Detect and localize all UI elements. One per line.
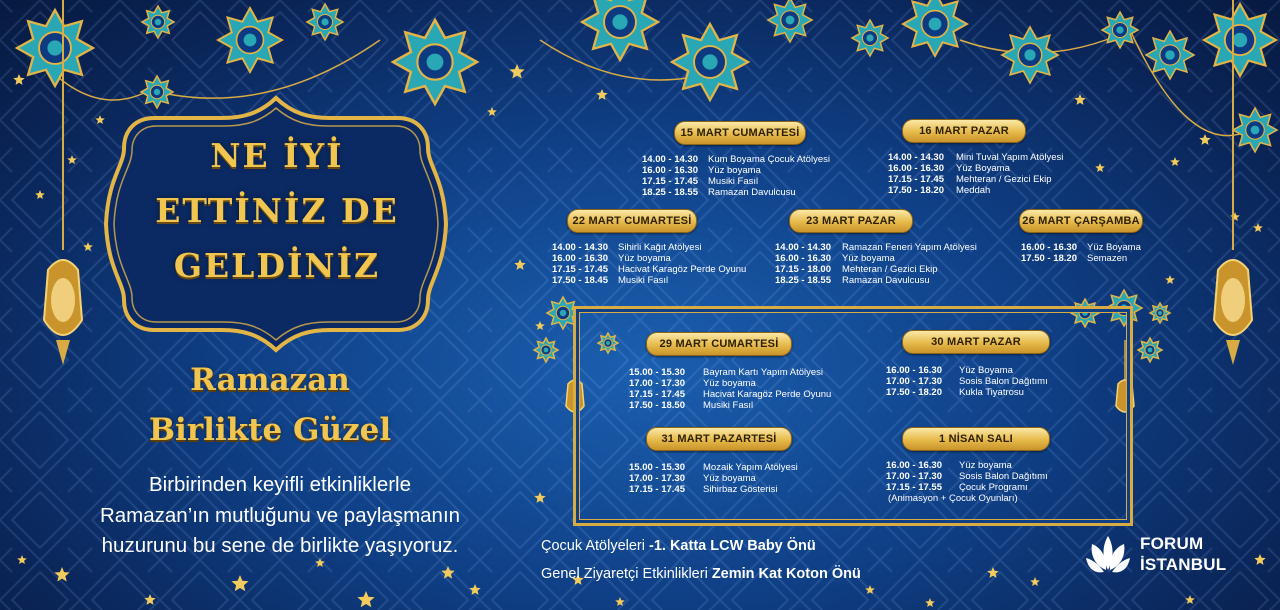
schedule-row: 14.00 - 14.30 Mini Tuval Yapım Atölyesi <box>888 152 1064 163</box>
gold-star-icon <box>615 597 625 606</box>
gold-star-icon <box>315 558 325 567</box>
schedule-row: 17.15 - 17.45 Hacivat Karagöz Perde Oyunu <box>552 264 747 275</box>
title-line-2: ETTİNİZ DE <box>155 191 399 230</box>
schedule-row: 17.15 - 17.45 Hacivat Karagöz Perde Oyunu <box>629 389 832 400</box>
schedule-31-mart <box>629 462 798 495</box>
day-badge-26-mart: 26 MART ÇARŞAMBA <box>1019 209 1143 233</box>
day-badge-1-nisan: 1 NİSAN SALI <box>902 427 1050 451</box>
schedule-row: 16.00 - 16.30 Yüz boyama <box>775 253 895 264</box>
schedule-row: 17.00 - 17.30 Yüz boyama <box>629 473 756 484</box>
day-badge-29-mart: 29 MART CUMARTESİ <box>646 332 792 356</box>
schedule-row: 14.00 - 14.30 Kum Boyama Çocuk Atölyesi <box>642 154 830 165</box>
gold-star-icon <box>514 259 525 270</box>
day-badge-30-mart: 30 MART PAZAR <box>902 330 1050 354</box>
title-line-1: NE İYİ <box>210 136 344 175</box>
gold-star-icon <box>596 89 607 100</box>
lantern-right-icon <box>1198 0 1268 380</box>
mandala-ornament-icon <box>1150 303 1170 323</box>
workshops-location: Çocuk Atölyeleri -1. Katta LCW Baby Önü <box>541 538 816 554</box>
mandala-ornament-icon <box>142 6 174 38</box>
mandala-ornament-icon <box>852 20 888 56</box>
schedule-row: 16.00 - 16.30 Yüz boyama <box>642 165 761 176</box>
schedule-1-nisan <box>886 460 1048 504</box>
schedule-row: 15.00 - 15.30 Bayram Kartı Yapım Atölyesi <box>629 367 824 378</box>
schedule-row: 17.50 - 18.20 Semazen <box>1021 253 1128 264</box>
schedule-row: 17.15 - 17.45 Mehteran / Gezici Ekip <box>888 174 1052 185</box>
brand-name-line-2: İSTANBUL <box>1140 555 1227 574</box>
gold-star-icon <box>1074 94 1085 105</box>
gold-star-icon <box>13 74 24 85</box>
mandala-ornament-icon <box>307 4 343 40</box>
gold-star-icon <box>1030 577 1040 586</box>
schedule-row: 14.00 - 14.30 Ramazan Feneri Yapım Atölyesi <box>775 242 977 253</box>
schedule-row: 17.50 - 18.45 Musiki Fasıl <box>552 275 669 286</box>
schedule-row: 17.00 - 17.30 Sosis Balon Dağıtımı <box>886 471 1048 482</box>
schedule-row: 16.00 - 16.30 Yüz boyama <box>552 253 671 264</box>
gold-star-icon <box>925 598 935 607</box>
schedule-row: 16.00 - 16.30 Yüz Boyama <box>886 365 1013 376</box>
schedule-22-mart <box>552 242 746 286</box>
schedule-row: 16.00 - 16.30 Yüz boyama <box>886 460 1012 471</box>
schedule-29-mart <box>629 367 831 411</box>
gold-star-icon <box>1165 275 1175 284</box>
schedule-row: 18.25 - 18.55 Ramazan Davulcusu <box>642 187 796 198</box>
schedule-row: 17.50 - 18.50 Musiki Fasıl <box>629 400 754 411</box>
gold-star-icon <box>987 567 998 578</box>
gold-star-icon <box>441 566 454 579</box>
schedule-23-mart <box>775 242 977 286</box>
brand-name-line-1: FORUM <box>1140 534 1204 553</box>
schedule-row: 17.15 - 17.45 Sihirbaz Gösterisi <box>629 484 778 495</box>
schedule-row: 18.25 - 18.55 Ramazan Davulcusu <box>775 275 930 286</box>
lantern-left-icon <box>28 0 98 380</box>
intro-line-1: Birbirinden keyifli etkinliklerle <box>148 473 412 496</box>
schedule-15-mart <box>642 154 830 198</box>
schedule-row: 17.15 - 17.55 Çocuk Programı <box>886 482 1028 493</box>
intro-line-2: Ramazan’ın mutluğunu ve paylaşmanın <box>99 504 461 527</box>
gold-star-icon <box>231 575 248 591</box>
mandala-ornament-icon <box>672 24 748 100</box>
gold-star-icon <box>1254 554 1265 565</box>
gold-star-icon <box>54 567 69 582</box>
schedule-26-mart <box>1021 242 1141 264</box>
gold-star-icon <box>487 107 497 116</box>
day-badge-15-mart: 15 MART CUMARTESİ <box>674 121 806 145</box>
mandala-ornament-icon <box>1102 12 1138 48</box>
gold-star-icon <box>1170 157 1180 166</box>
day-badge-23-mart: 23 MART PAZAR <box>789 209 913 233</box>
day-badge-22-mart: 22 MART CUMARTESİ <box>567 209 697 233</box>
mandala-ornament-icon <box>1138 338 1162 362</box>
mandala-ornament-icon <box>1002 27 1058 83</box>
schedule-row: 17.00 - 17.30 Sosis Balon Dağıtımı <box>886 376 1048 387</box>
gold-star-icon <box>535 321 545 330</box>
gold-star-icon <box>509 64 524 79</box>
day-badge-16-mart: 16 MART PAZAR <box>902 119 1026 143</box>
gold-star-icon <box>1185 595 1195 604</box>
visitor-location: Genel Ziyaretçi Etkinlikleri Zemin Kat Koton Önü <box>541 566 861 582</box>
schedule-16-mart <box>888 152 1063 196</box>
mandala-ornament-icon <box>768 0 812 42</box>
schedule-30-mart <box>886 365 1048 398</box>
mandala-ornament-icon <box>582 0 658 60</box>
gold-star-icon <box>1095 163 1105 172</box>
schedule-row: 17.00 - 17.30 Yüz boyama <box>629 378 756 389</box>
gold-star-icon <box>357 591 374 607</box>
schedule-row: 16.00 - 16.30 Yüz Boyama <box>1021 242 1141 253</box>
schedule-row: 15.00 - 15.30 Mozaik Yapım Atölyesi <box>629 462 798 473</box>
mandala-ornament-icon <box>1146 31 1194 79</box>
mandala-ornament-icon <box>903 0 967 56</box>
schedule-row: 17.15 - 17.45 Musiki Fasıl <box>642 176 759 187</box>
slogan-line-1: Ramazan <box>190 362 350 398</box>
schedule-row: 17.15 - 18.00 Mehteran / Gezici Ekip <box>775 264 938 275</box>
gold-star-icon <box>865 585 875 594</box>
schedule-row: 14.00 - 14.30 Sihirli Kağıt Atölyesi <box>552 242 702 253</box>
schedule-row: 16.00 - 16.30 Yüz Boyama <box>888 163 1010 174</box>
gold-star-icon <box>144 594 155 605</box>
title-line-3: GELDİNİZ <box>173 246 381 285</box>
gold-star-icon <box>469 584 480 595</box>
day-badge-31-mart: 31 MART PAZARTESİ <box>646 427 792 451</box>
intro-line-3: huzurunu bu sene de birlikte yaşıyoruz. <box>101 534 459 557</box>
schedule-row: (Animasyon + Çocuk Oyunları) <box>888 493 1018 504</box>
schedule-row: 17.50 - 18.20 Kukla Tiyatrosu <box>886 387 1024 398</box>
lotus-logo-icon <box>1084 532 1132 578</box>
mandala-ornament-icon <box>218 8 282 72</box>
schedule-row: 17.50 - 18.20 Meddah <box>888 185 991 196</box>
slogan-line-2: Birlikte Güzel <box>148 412 392 448</box>
mandala-ornament-icon <box>534 338 558 362</box>
